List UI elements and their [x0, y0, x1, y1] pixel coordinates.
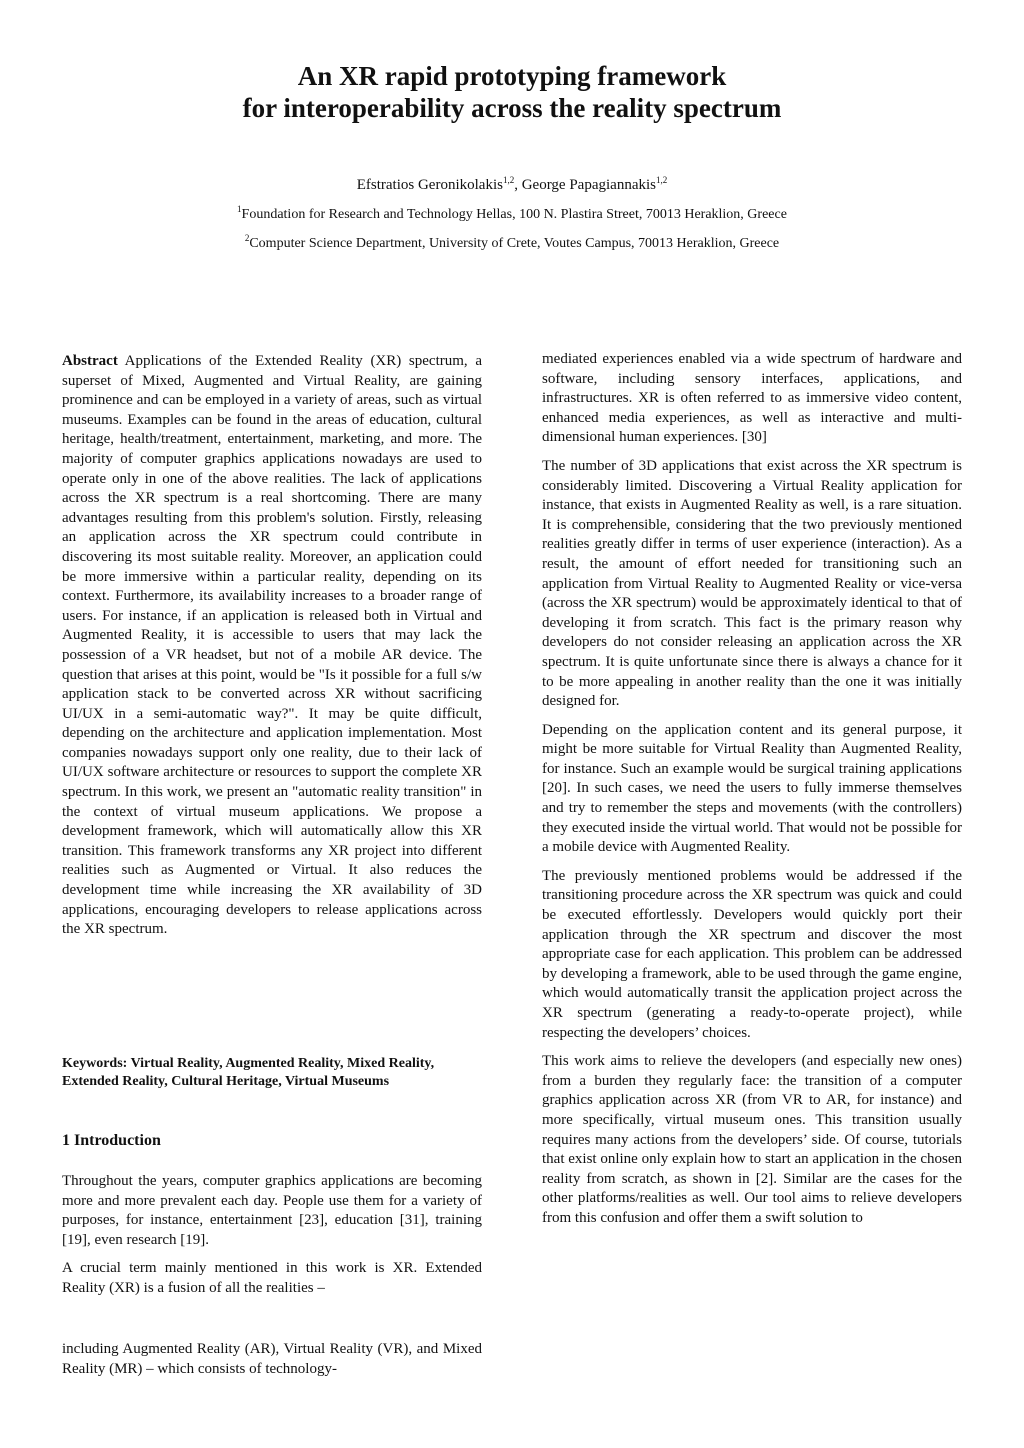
author-1: Efstratios Geronikolakis [356, 177, 503, 193]
keywords: Keywords: Virtual Reality, Augmented Reality, Mixed Reality, Extended Reality, Cultural Heritage, Virtual Museums [62, 1056, 435, 1089]
title-line-2: for interoperability across the reality spectrum [242, 93, 782, 123]
abstract-paragraph [62, 352, 482, 940]
affiliation-1-num: 1 [237, 204, 242, 214]
abstract-block [62, 352, 482, 949]
affiliation-2-num: 2 [244, 233, 250, 243]
abstract-heading: Abstract [62, 353, 118, 369]
right-paragraph-3: Depending on the application content and its general purpose, it might be more suitable for Virtual Reality than Augmented Reality, for instance. Such an example would be surgical training applications [20]. In such cases, we need the users to fully immerse themselves and try to remember the steps and movements (with the controllers) they executed inside the virtual world. That would not be possible for a mobile device with Augmented Reality. [542, 721, 962, 856]
affiliation-1 [0, 204, 1024, 223]
right-column [542, 350, 962, 1238]
keywords-block [62, 1055, 482, 1091]
abstract-text: Applications of the Extended Reality (XR) spectrum, a superset of Mixed, Augmented and Virtual Reality, are gaining prominence and can be employed in a variety of areas, such as virtual museums. Examples can be found in the areas of education, cultural heritage, health/treatment, entertainment, marketing, and more. The majority of computer graphics applications nowadays are used to operate only in one of the above realities. The lack of applications across the XR spectrum is a real shortcoming. There are many advantages resulting from this problem's solution. Firstly, releasing an application across the XR spectrum could contribute in discovering its most suitable reality. Moreover, an application could be more immersive within a particular reality, depending on its context. Furthermore, its availability increases to a broader range of users. For instance, if an application is released both in Virtual and Augmented Reality, it is accessible to users that may lack the possession of a VR headset, but not of a mobile AR device. The question that arises at this point, would be "Is it possible for a full s/w application stack to be converted across XR without sacrificing UI/UX in a semi-automatic way?". It may be quite difficult, depending on the architecture and application implementation. Most companies nowadays support only one reality, due to their lack of UI/UX software architecture or resources to support the complete XR spectrum. In this work, we present an "automatic reality transition" in the context of virtual museum applications. We propose a development framework, which will automatically allow this XR transition. This framework transforms any XR project into different realities such as Augmented or Virtual. It also reduces the development time while increasing the XR availability of 3D applications, encouraging developers to release applications across the XR spectrum. [62, 353, 482, 938]
author-2-affil: 1,2 [656, 175, 668, 185]
intro-paragraph-1: Throughout the years, computer graphics applications are becoming more and more prevalent each day. People use them for a variety of purposes, for instance, entertainment [23], education [31], training [19], even research [19]. [62, 1173, 482, 1248]
affiliation-2 [0, 233, 1024, 252]
intro-paragraph-2: A crucial term mainly mentioned in this work is XR. Extended Reality (XR) is a fusion of all the realities – [62, 1260, 482, 1296]
right-paragraph-1: mediated experiences enabled via a wide spectrum of hardware and software, including sensory interfaces, applications, and infrastructures. XR is often referred to as immersive video content, enhanced media experiences, as well as interactive and multi-dimensional human experiences. [30] [542, 351, 962, 446]
intro-paragraph-3: including Augmented Reality (AR), Virtual Reality (VR), and Mixed Reality (MR) – which consists of technology- [62, 1341, 482, 1377]
introduction-text [62, 1172, 482, 1308]
author-2: George Papagiannakis [521, 177, 656, 193]
right-paragraph-5: This work aims to relieve the developers (and especially new ones) from a burden they regularly face: the transition of a computer graphics application across XR (from VR to AR, for instance) and more specifically, virtual museum ones. This transition usually requires many actions from the developers’ side. Of course, tutorials that exist online only explain how to start an application in the chosen reality from scratch, as shown in [2]. Similar are the cases for the other platforms/realities as well. Our tool aims to relieve developers from this confusion and offer them a swift solution to [542, 1053, 962, 1226]
introduction-continued [62, 1340, 482, 1388]
right-paragraph-4: The previously mentioned problems would be addressed if the transitioning procedure across the XR spectrum was quick and could be executed effortlessly. Developers would quickly port their application through the XR spectrum and discover the most appropriate case for each application. This problem can be addressed by developing a framework, able to be used through the game engine, which would automatically transit the application project across the XR spectrum (generating a ready-to-operate project), while respecting the developers’ choices. [542, 867, 962, 1041]
section-heading-introduction: 1 Introduction [62, 1132, 161, 1149]
paper-title [0, 60, 1024, 124]
author-separator: , [514, 177, 522, 193]
affiliation-1-text: Foundation for Research and Technology Hellas, 100 N. Plastira Street, 70013 Heraklion, Greece [241, 207, 787, 222]
title-line-1: An XR rapid prototyping framework [297, 61, 727, 91]
right-paragraph-2: The number of 3D applications that exist across the XR spectrum is considerably limited. Discovering a Virtual Reality application for instance, that exists in Augmented Reality as well, is a rare situation. It is comprehensible, considering that the two previously mentioned realities greatly differ in terms of user experience (interaction). As a result, the amount of effort needed for transitioning such an application from Virtual Reality to Augmented Reality or vice-versa (across the XR spectrum) would be approximately identical to that of developing it from scratch. This fact is the primary reason why developers do not consider releasing an application across the XR spectrum. It is quite unfortunate since there is always a chance for it to be more appealing in another reality than the one it was initially designed for. [542, 457, 962, 710]
author-list [0, 177, 1024, 194]
author-1-affil: 1,2 [502, 175, 515, 185]
affiliation-2-text: Computer Science Department, University of Crete, Voutes Campus, 70013 Heraklion, Greece [249, 236, 780, 251]
